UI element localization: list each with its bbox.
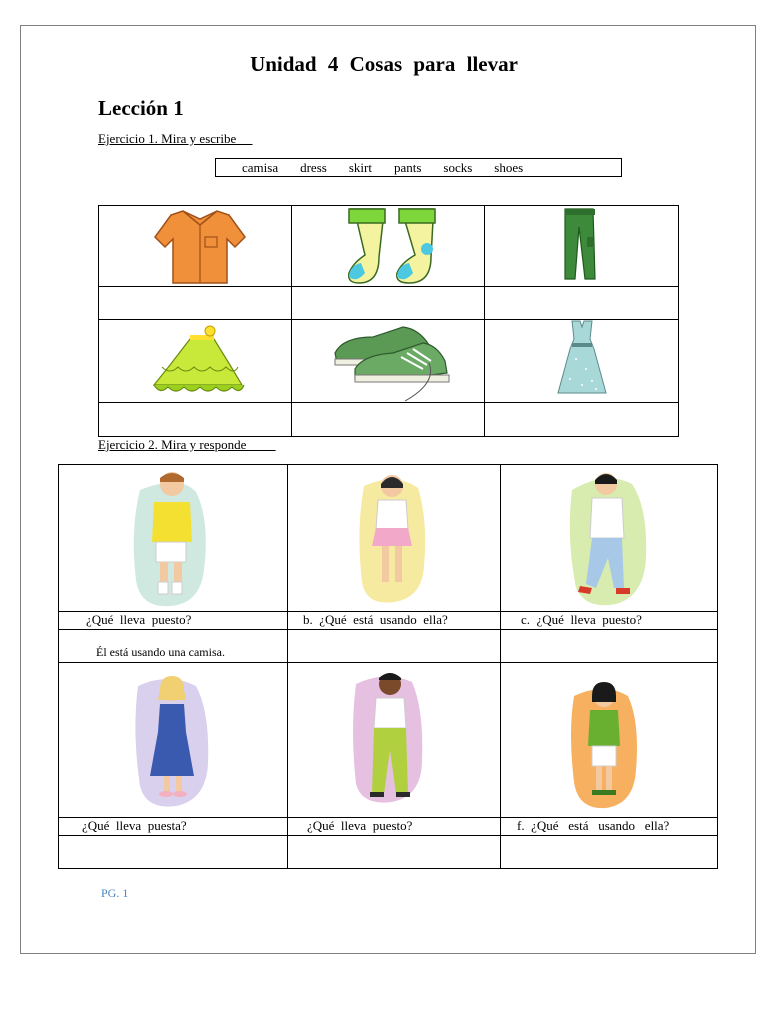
dress-icon xyxy=(558,321,606,393)
answer-lines xyxy=(98,314,679,324)
boy-yellow-shirt-figure xyxy=(134,472,206,606)
page-title: Unidad 4 Cosas para llevar xyxy=(250,52,518,76)
word-bank xyxy=(215,158,622,177)
girl-blue-dress-figure xyxy=(135,676,208,807)
boy-green-pants-figure xyxy=(353,673,422,803)
pants-icon xyxy=(565,209,595,279)
exercise-1-title: Ejercicio 1. Mira y escribe xyxy=(98,131,253,146)
question-e: ¿Qué lleva puesto? xyxy=(307,818,413,833)
question-d: ¿Qué lleva puesta? xyxy=(82,818,187,833)
question-b: b. ¿Qué está usando ella? xyxy=(303,612,448,627)
word-bank-item: dress xyxy=(300,159,327,175)
word-bank-item: camisa xyxy=(242,159,279,175)
word-bank-item: socks xyxy=(443,159,473,175)
exercise-2-title: Ejercicio 2. Mira y responde xyxy=(98,437,276,452)
skirt-icon xyxy=(154,326,244,391)
shirt-icon xyxy=(155,211,245,283)
socks-icon xyxy=(349,209,435,283)
answer-a: Él está usando una camisa. xyxy=(96,645,225,659)
word-bank-item: skirt xyxy=(348,159,372,175)
lesson-heading: Lección 1 xyxy=(98,96,184,120)
exercise-2-table xyxy=(58,464,718,869)
girl-pink-skirt-figure xyxy=(359,475,425,603)
sneakers-icon xyxy=(335,327,449,401)
question-c: c. ¿Qué lleva puesto? xyxy=(521,612,642,627)
question-f: f. ¿Qué está usando ella? xyxy=(517,818,670,833)
word-bank-item: pants xyxy=(393,159,422,175)
girl-green-top-figure xyxy=(571,682,637,808)
word-bank-item: shoes xyxy=(494,159,524,175)
question-a: ¿Qué lleva puesto? xyxy=(86,612,192,627)
page-number: PG. 1 xyxy=(101,886,129,900)
boy-white-shirt-jeans-figure xyxy=(570,473,646,605)
